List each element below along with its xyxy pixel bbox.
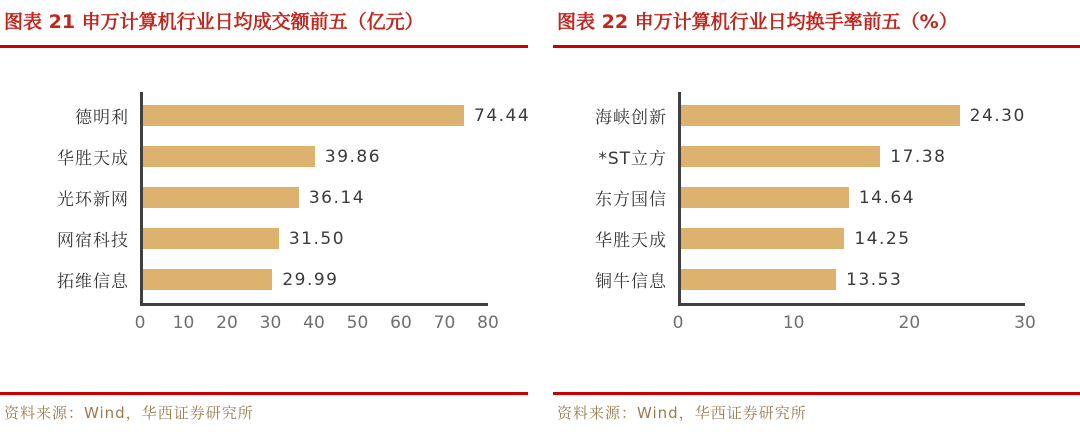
bar-row — [143, 259, 488, 300]
category-label: 光环新网 — [57, 190, 129, 210]
bar — [681, 228, 844, 249]
x-axis — [0, 306, 528, 336]
plot-area — [140, 92, 531, 306]
x-tick-label: 20 — [898, 313, 921, 333]
x-axis-ticks — [672, 306, 1036, 336]
chart-body — [553, 92, 1080, 306]
bar — [681, 146, 880, 167]
value-label: 14.25 — [854, 228, 911, 249]
bar-row — [143, 136, 488, 177]
bar — [681, 269, 836, 290]
x-axis-spacer — [553, 306, 678, 336]
title-underline — [553, 45, 1080, 48]
bar — [681, 187, 849, 208]
x-tick-label: 60 — [390, 313, 412, 333]
x-tick-label: 40 — [303, 313, 325, 333]
figure-21-panel — [0, 0, 531, 441]
category-label: 网宿科技 — [57, 231, 129, 251]
source-note: 资料来源：Wind，华西证券研究所 — [557, 404, 807, 422]
x-tick-label: 10 — [172, 313, 195, 333]
source-note: 资料来源：Wind，华西证券研究所 — [4, 404, 254, 422]
chart-title: 图表 22 申万计算机行业日均换手率前五（%） — [557, 11, 958, 33]
value-label: 39.86 — [324, 146, 382, 167]
category-label: 华胜天成 — [595, 231, 667, 251]
category-axis — [553, 92, 678, 306]
category-label: *ST立方 — [598, 149, 667, 169]
category-label: 铜牛信息 — [595, 272, 667, 292]
x-tick-label: 10 — [782, 313, 805, 333]
bar — [143, 105, 464, 126]
value-label: 29.99 — [282, 269, 339, 290]
bar-row — [143, 95, 531, 136]
category-label: 华胜天成 — [57, 149, 129, 169]
bar-row — [143, 218, 488, 259]
x-tick-label: 0 — [672, 313, 684, 333]
bar-row — [143, 177, 488, 218]
value-label: 74.44 — [474, 105, 531, 126]
category-label: 海峡创新 — [595, 108, 667, 128]
x-axis — [553, 306, 1080, 336]
category-label: 东方国信 — [595, 190, 667, 210]
x-tick-label: 0 — [134, 313, 146, 333]
bar-row — [681, 136, 1025, 177]
category-label: 德明利 — [75, 108, 129, 128]
x-axis-spacer — [0, 306, 140, 336]
x-axis-ticks — [134, 306, 499, 336]
value-label: 24.30 — [969, 105, 1026, 126]
title-underline — [0, 45, 528, 48]
x-tick-label: 50 — [346, 313, 369, 333]
x-tick-label: 80 — [477, 313, 499, 333]
bar-row — [681, 259, 1025, 300]
category-axis — [0, 92, 140, 306]
bar — [681, 105, 960, 126]
bar-chart-daily-turnover-value — [0, 92, 531, 336]
x-tick-label: 20 — [216, 313, 238, 333]
bar-row — [681, 95, 1025, 136]
bar — [143, 146, 315, 167]
value-label: 31.50 — [288, 228, 346, 249]
chart-body — [0, 92, 531, 306]
x-tick-label: 30 — [1014, 313, 1036, 333]
bar — [143, 187, 299, 208]
figure-22-panel — [553, 0, 1080, 441]
x-tick-label: 30 — [259, 313, 282, 333]
x-tick-label: 70 — [433, 313, 456, 333]
value-label: 17.38 — [890, 146, 947, 167]
bar — [143, 228, 279, 249]
bar-row — [681, 218, 1025, 259]
plot-area — [678, 92, 1025, 306]
value-label: 13.53 — [846, 269, 903, 290]
value-label: 14.64 — [858, 187, 916, 208]
bar-chart-daily-turnover-rate — [553, 92, 1080, 336]
chart-title: 图表 21 申万计算机行业日均成交额前五（亿元） — [4, 11, 424, 33]
bar — [143, 269, 272, 290]
category-label: 拓维信息 — [57, 272, 129, 292]
bar-row — [681, 177, 1025, 218]
value-label: 36.14 — [308, 187, 366, 208]
